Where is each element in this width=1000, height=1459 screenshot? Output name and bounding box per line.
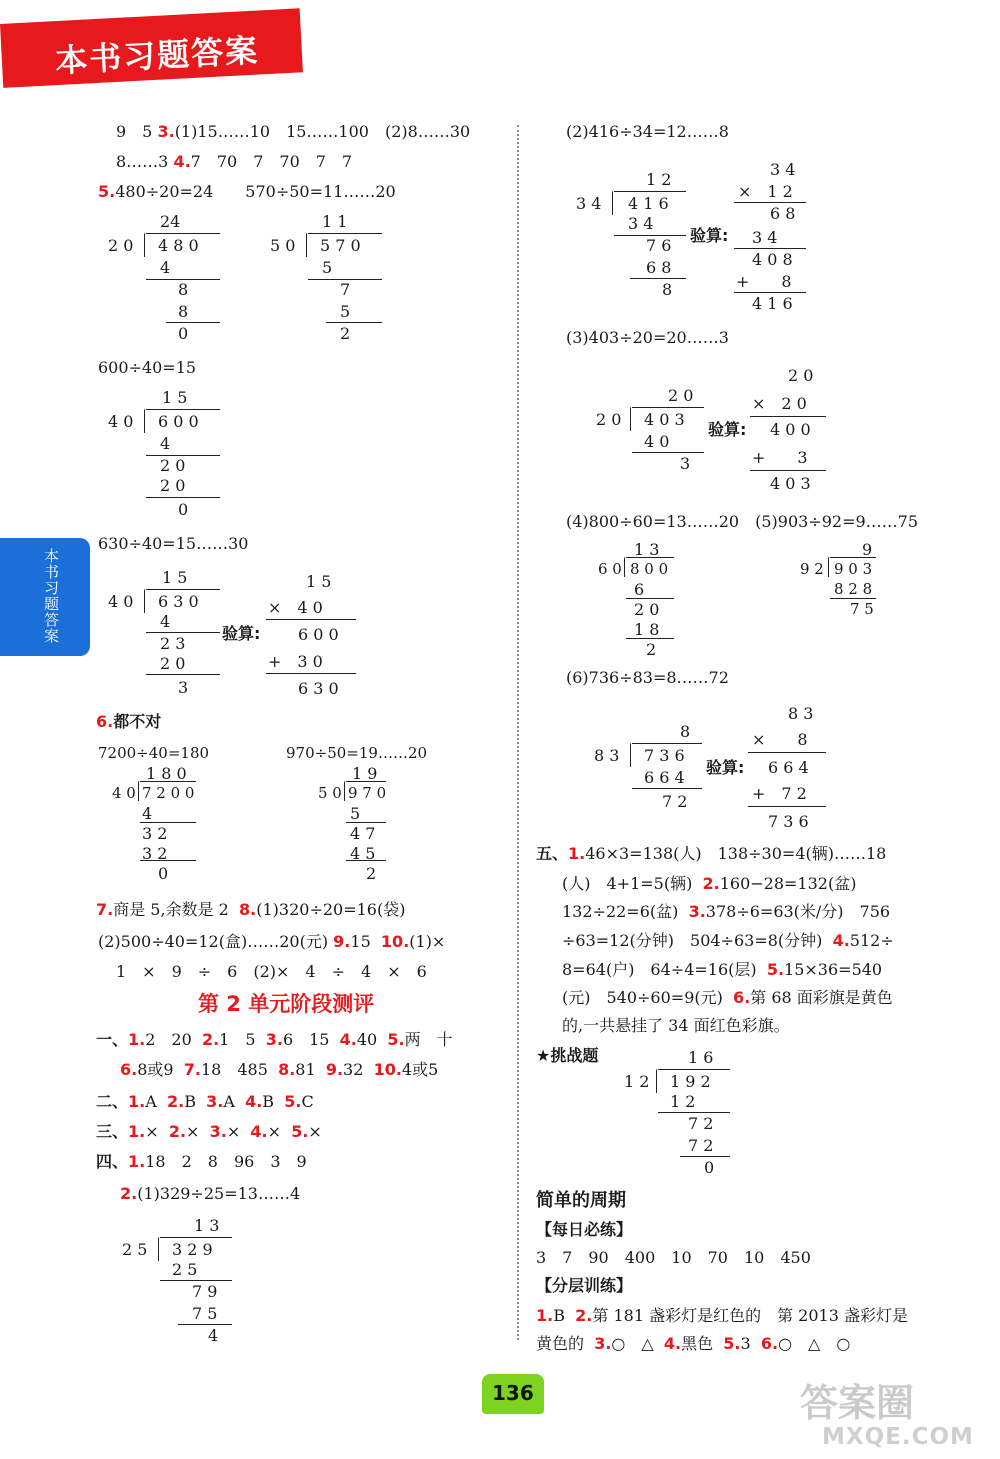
answer-line: 970÷50=19……20 — [286, 744, 428, 762]
divisor: 4 0 — [108, 592, 134, 611]
step: 6 8 — [646, 258, 672, 277]
answer-line: 三、1.× 2.× 3.× 4.× 5.× — [96, 1122, 322, 1141]
answer-line: 1.B 2.第 181 盏彩灯是红色的 第 2013 盏彩灯是 — [536, 1306, 908, 1325]
remainder: 7 5 — [850, 600, 874, 618]
quotient: 9 — [862, 540, 873, 559]
remainder: 7 2 — [662, 792, 688, 811]
side-tab-label: 本书习题答案 — [42, 548, 60, 644]
step: 2 0 — [634, 600, 660, 619]
remainder: 4 — [208, 1326, 219, 1345]
step: 2 3 — [160, 634, 186, 653]
calc-row: 2 0 — [788, 366, 814, 385]
calc-row: 8 3 — [788, 704, 814, 723]
answer-line: (6)736÷83=8……72 — [566, 668, 729, 687]
answer-line: 630÷40=15……30 — [98, 534, 249, 553]
step: 7 6 — [646, 236, 672, 255]
answer-line: (人) 4+1=5(辆) 2.160−28=132(盆) — [562, 874, 857, 893]
answer-line: 五、1.46×3=138(人) 138÷30=4(辆)……18 — [536, 844, 887, 863]
quotient: 1 5 — [162, 388, 188, 407]
divisor: 8 3 — [594, 746, 620, 765]
calc-row: + 3 — [752, 448, 808, 467]
calc-row: 6 0 0 — [298, 625, 339, 644]
dividend: 7 3 6 — [644, 746, 685, 765]
quotient: 1 1 — [322, 212, 348, 231]
step: 3 2 — [142, 824, 168, 843]
calc-row: × 8 — [752, 730, 808, 749]
calc-row: + 3 0 — [268, 652, 323, 671]
step: 7 2 — [688, 1114, 714, 1133]
calc-row: × 1 2 — [738, 182, 793, 201]
step: 4 — [160, 434, 171, 453]
step: 7 2 — [688, 1136, 714, 1155]
step: 2 0 — [160, 456, 186, 475]
answer-line: (3)403÷20=20……3 — [566, 328, 729, 347]
answer-line: 四、1.18 2 8 96 3 9 — [96, 1152, 307, 1171]
challenge-heading: ★挑战题 — [536, 1046, 599, 1065]
answer-line: 1 × 9 ÷ 6 (2)× 4 ÷ 4 × 6 — [116, 962, 427, 981]
divisor: 5 0 — [318, 784, 342, 802]
step: 1 8 — [634, 620, 660, 639]
quotient: 1 3 — [634, 540, 660, 559]
calc-row: 7 3 6 — [768, 812, 809, 831]
answer-line: 6.都不对 — [96, 712, 162, 731]
column-divider — [517, 125, 519, 1340]
divisor: 5 0 — [270, 236, 296, 255]
answer-line: 9 5 3.(1)15……10 15……100 (2)8……30 — [116, 122, 471, 141]
step: 5 — [322, 258, 333, 277]
dividend: 4 1 6 — [628, 194, 669, 213]
calc-row: 4 1 6 — [752, 294, 793, 313]
step: 4 — [142, 804, 153, 823]
divisor: 2 5 — [122, 1240, 148, 1259]
quotient: 1 8 0 — [146, 764, 187, 783]
step: 2 5 — [172, 1260, 198, 1279]
divisor: 4 0 — [112, 784, 136, 802]
quotient: 1 2 — [646, 170, 672, 189]
calc-row: 4 0 3 — [770, 474, 811, 493]
calc-row: 3 4 — [770, 160, 796, 179]
subsection-title: 简单的周期 — [536, 1190, 626, 1211]
step: 1 2 — [670, 1092, 696, 1111]
remainder: 0 — [158, 864, 169, 883]
answer-line: 7.商是 5,余数是 2 8.(1)320÷20=16(袋) — [96, 900, 406, 919]
answer-line: (元) 540÷60=9(元) 6.第 68 面彩旗是黄色 — [562, 988, 893, 1007]
calc-row: 4 0 0 — [770, 420, 811, 439]
step: 7 9 — [192, 1282, 218, 1301]
section-heading: 第 2 单元阶段测评 — [198, 992, 375, 1016]
verify-label: 验算: — [222, 624, 261, 643]
answer-line: 3 7 90 400 10 70 10 450 — [536, 1248, 811, 1267]
calc-row: 6 8 — [770, 204, 796, 223]
calc-row: 4 0 8 — [752, 250, 793, 269]
layer-heading: 【分层训练】 — [536, 1276, 633, 1295]
daily-heading: 【每日必练】 — [536, 1220, 633, 1239]
step: 5 — [340, 302, 351, 321]
banner-title: 本书习题答案 — [54, 31, 261, 80]
step: 5 — [350, 804, 361, 823]
dividend: 4 8 0 — [158, 236, 199, 255]
quotient: 1 9 — [352, 764, 378, 783]
remainder: 2 — [340, 324, 351, 343]
answer-line: 的,一共悬挂了 34 面红色彩旗。 — [562, 1016, 790, 1035]
answer-line: (4)800÷60=13……20 (5)903÷92=9……75 — [566, 512, 919, 531]
step: 3 4 — [628, 214, 654, 233]
step: 8 2 8 — [834, 580, 873, 598]
step: 4 0 — [644, 432, 670, 451]
quotient: 2 0 — [668, 386, 694, 405]
divisor: 2 0 — [596, 410, 622, 429]
answer-line: 二、1.A 2.B 3.A 4.B 5.C — [96, 1092, 314, 1111]
step: 2 0 — [160, 654, 186, 673]
remainder: 0 — [178, 500, 189, 519]
dividend: 9 0 3 — [834, 560, 873, 578]
step: 8 — [178, 302, 189, 321]
dividend: 6 3 0 — [158, 592, 199, 611]
step: 8 — [178, 280, 189, 299]
watermark-url: MXQE.COM — [822, 1424, 974, 1450]
answer-line: 一、1.2 20 2.1 5 3.6 15 4.40 5.两 十 — [96, 1030, 453, 1049]
answer-line: 7200÷40=180 — [98, 744, 210, 762]
dividend: 5 7 0 — [320, 236, 361, 255]
divisor: 1 2 — [624, 1072, 650, 1091]
divisor: 6 0 — [598, 560, 622, 578]
step: 3 2 — [142, 844, 168, 863]
dividend: 8 0 0 — [630, 560, 669, 578]
dividend: 4 0 3 — [644, 410, 685, 429]
step: 6 6 4 — [644, 768, 685, 787]
calc-row: 6 6 4 — [768, 758, 809, 777]
quotient: 24 — [160, 212, 181, 231]
answer-line: 600÷40=15 — [98, 358, 197, 377]
divisor: 4 0 — [108, 412, 134, 431]
answer-line: 6.8或9 7.18 485 8.81 9.32 10.4或5 — [120, 1060, 439, 1079]
answer-line: 8=64(户) 64÷4=16(层) 5.15×36=540 — [562, 960, 883, 979]
dividend: 6 0 0 — [158, 412, 199, 431]
step: 7 5 — [192, 1304, 218, 1323]
dividend: 9 7 0 — [348, 784, 387, 802]
quotient: 1 6 — [688, 1048, 714, 1067]
remainder: 8 — [662, 280, 673, 299]
remainder: 2 — [366, 864, 377, 883]
quotient: 1 5 — [162, 568, 188, 587]
step: 4 5 — [350, 844, 376, 863]
step: 2 0 — [160, 476, 186, 495]
answer-line: 2.(1)329÷25=13……4 — [120, 1184, 301, 1203]
remainder: 0 — [704, 1158, 715, 1177]
calc-row: 1 5 — [306, 572, 332, 591]
answer-line: 8……3 4.7 70 7 70 7 7 — [116, 152, 353, 171]
answer-line: 132÷22=6(盆) 3.378÷6=63(米/分) 756 — [562, 902, 891, 921]
step: 4 — [160, 612, 171, 631]
calc-row: 6 3 0 — [298, 679, 339, 698]
remainder: 2 — [646, 640, 657, 659]
answer-line: ÷63=12(分钟) 504÷63=8(分钟) 4.512÷ — [562, 931, 894, 950]
quotient: 8 — [680, 722, 691, 741]
verify-label: 验算: — [708, 420, 747, 439]
divisor: 2 0 — [108, 236, 134, 255]
dividend: 1 9 2 — [670, 1072, 711, 1091]
calc-row: + 8 — [736, 272, 792, 291]
answer-line: 5.480÷20=24 570÷50=11……20 — [98, 182, 396, 201]
answer-line: (2)500÷40=12(盒)……20(元) 9.15 10.(1)× — [98, 932, 446, 951]
remainder: 3 — [178, 678, 189, 697]
step: 4 — [160, 258, 171, 277]
calc-row: × 2 0 — [752, 394, 807, 413]
verify-label: 验算: — [706, 758, 745, 777]
quotient: 1 3 — [194, 1216, 220, 1235]
dividend: 7 2 0 0 — [142, 784, 195, 802]
answer-line: (2)416÷34=12……8 — [566, 122, 729, 141]
calc-row: 3 4 — [752, 228, 778, 247]
remainder: 0 — [178, 324, 189, 343]
step: 6 — [634, 580, 645, 599]
answer-line: 黄色的 3.○ △ 4.黑色 5.3 6.○ △ ○ — [536, 1334, 851, 1353]
dividend: 3 2 9 — [172, 1240, 213, 1259]
calc-row: + 7 2 — [752, 784, 807, 803]
watermark-logo: 答案圈 — [800, 1381, 915, 1425]
divisor: 3 4 — [576, 194, 602, 213]
page-number: 136 — [492, 1381, 534, 1405]
calc-row: × 4 0 — [268, 598, 323, 617]
remainder: 3 — [680, 454, 691, 473]
verify-label: 验算: — [690, 226, 729, 245]
step: 4 7 — [350, 824, 376, 843]
step: 7 — [340, 280, 351, 299]
divisor: 9 2 — [800, 560, 824, 578]
